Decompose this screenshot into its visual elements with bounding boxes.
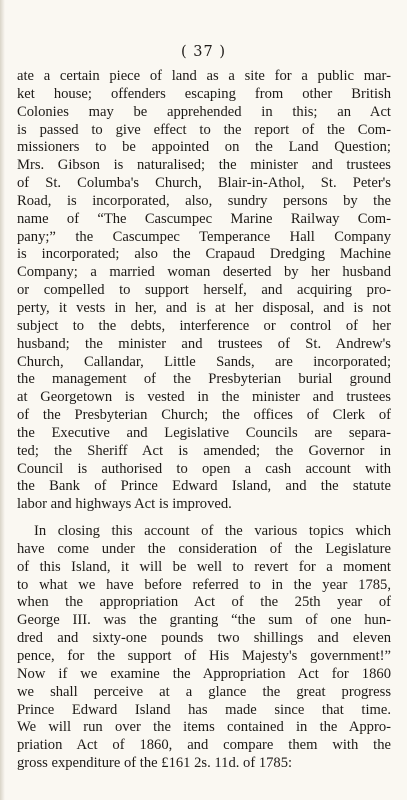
- text-line: pany;” the Cascumpec Temperance Hall Company: [17, 228, 391, 245]
- text-line: ket house; offenders escaping from other British: [17, 85, 391, 102]
- paragraph-1: [17, 68, 391, 514]
- text-line: of the Presbyterian Church; the offices of Clerk of: [17, 407, 391, 424]
- text-line: the management of the Presbyterian burial ground: [17, 371, 391, 388]
- text-line: We will run over the items contained in the Appro-: [17, 719, 391, 736]
- text-line: gross expenditure of the £161 2s. 11d. of 1785:: [17, 755, 293, 772]
- text-line: Road, is incorporated, also, sundry persons by the: [17, 192, 391, 209]
- body-text: [17, 68, 391, 773]
- text-line: Company; a married woman deserted by her husband: [17, 264, 391, 281]
- text-line: Council is authorised to open a cash account with: [17, 460, 391, 477]
- text-line: Prince Edward Island has made since that time.: [17, 701, 391, 718]
- text-line: missioners to be appointed on the Land Question;: [17, 139, 391, 156]
- text-line: Now if we examine the Appropriation Act for 1860: [17, 665, 391, 682]
- page-number: ( 37 ): [181, 44, 226, 60]
- text-line: In closing this account of the various topics which: [34, 523, 391, 540]
- text-line: Mrs. Gibson is naturalised; the minister and trustees: [17, 157, 391, 174]
- page-edge-shadow: [0, 0, 5, 800]
- paragraph-gap: [17, 514, 391, 523]
- paragraph-2: [17, 523, 391, 773]
- text-line: at Georgetown is vested in the minister and trustees: [17, 389, 391, 406]
- text-line: of this Island, it will be well to revert for a moment: [17, 558, 391, 575]
- text-line: is passed to give effect to the report of the Com-: [17, 121, 391, 138]
- text-line: Church, Callandar, Little Sands, are incorporated;: [17, 353, 391, 370]
- text-line: pence, for the support of His Majesty's government!”: [17, 648, 391, 664]
- text-line: to what we have before referred to in the year 1785,: [17, 576, 391, 593]
- text-line: name of “The Cascumpec Marine Railway Com-: [17, 210, 391, 227]
- text-line: the Bank of Prince Edward Island, and the statute: [17, 478, 391, 495]
- text-line: perty, it vests in her, and is at her disposal, and is not: [17, 299, 391, 316]
- text-line: priation Act of 1860, and compare them with the: [17, 737, 391, 754]
- text-line: labor and highways Act is improved.: [17, 496, 232, 513]
- text-line: we shall perceive at a glance the great progress: [17, 683, 391, 700]
- text-line: the Executive and Legislative Councils are separa-: [17, 424, 391, 441]
- text-line: is incorporated; also the Crapaud Dredging Machine: [17, 246, 391, 263]
- text-line: have come under the consideration of the Legislature: [17, 540, 391, 557]
- text-line: husband; the minister and trustees of St. Andrew's: [17, 335, 391, 352]
- text-line: George III. was the granting “the sum of one hun-: [17, 612, 391, 629]
- text-line: or compelled to support herself, and acquiring pro-: [17, 282, 391, 299]
- text-line: when the appropriation Act of the 25th year of: [17, 594, 391, 611]
- text-line: Colonies may be apprehended in this; an Act: [17, 103, 391, 120]
- text-line: ted; the Sheriff Act is amended; the Governor in: [17, 442, 391, 459]
- text-line: ate a certain piece of land as a site for a public mar-: [17, 68, 391, 84]
- text-line: subject to the debts, interference or control of her: [17, 317, 391, 334]
- text-line: of St. Columba's Church, Blair-in-Athol, St. Peter's: [17, 175, 391, 192]
- text-line: dred and sixty-one pounds two shillings and eleven: [17, 630, 391, 647]
